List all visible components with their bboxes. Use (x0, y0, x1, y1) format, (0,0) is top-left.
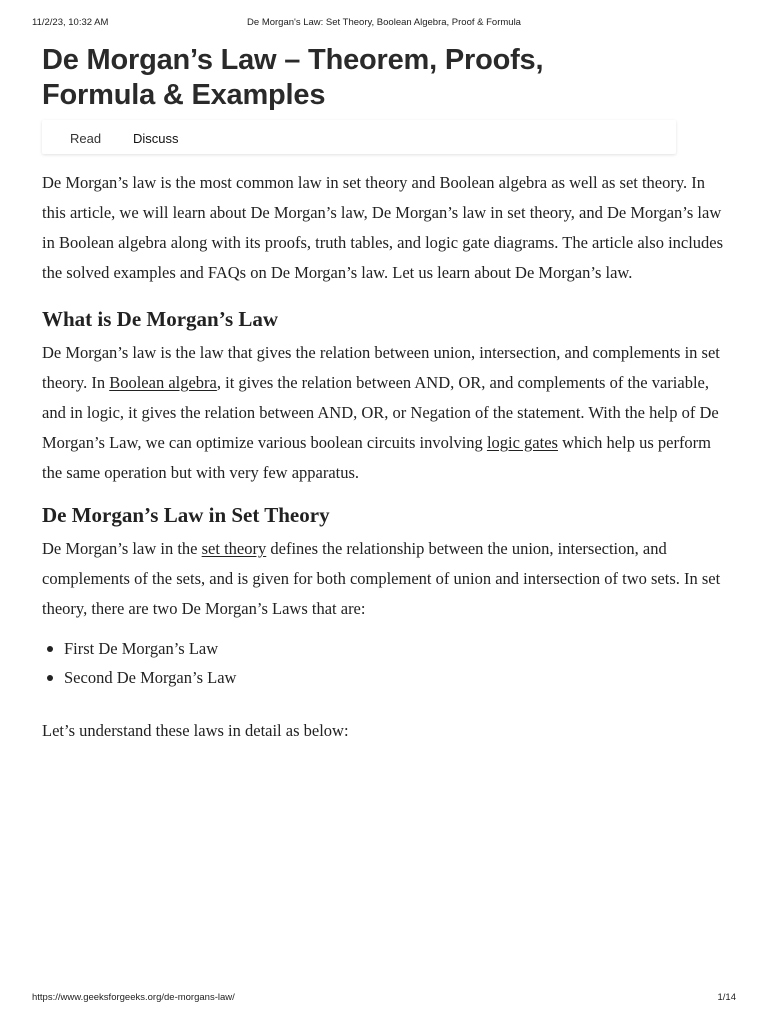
list-item: Second De Morgan’s Law (64, 663, 728, 692)
article-title (42, 43, 682, 113)
intro-paragraph: De Morgan’s law is the most common law in set theory and Boolean algebra as well as set theory. In this article, we will learn about De Morgan’s law, De Morgan’s law in set theory, and De Morgan’s law in Boolean algebra along with its proofs, truth tables, and logic gate diagrams. The article also includes the solved examples and FAQs on De Morgan’s law. Let us learn about De Morgan’s law. (42, 173, 724, 282)
logic-gates-link[interactable]: logic gates (486, 433, 558, 452)
set-theory-text-1: De Morgan’s law in the (42, 539, 202, 558)
article-title-line-1: De Morgan’s Law – Theorem, Proofs, (42, 44, 544, 76)
set-theory-text-2: defines the relationship between the union, intersection, and complements of the sets, and is given for both complement of union and intersection of two sets. In set theory, there are two De Morgan’s Laws that are: (42, 539, 721, 618)
article-body (42, 168, 728, 746)
page-number: 1/14 (717, 992, 736, 1003)
set-theory-link[interactable]: set theory (201, 539, 267, 558)
laws-list (42, 634, 728, 692)
what-is-text-3: which help us perform the same operation but with very few apparatus. (42, 433, 712, 482)
followup-paragraph: Let’s understand these laws in detail as below: (42, 721, 349, 740)
what-is-text-2: , it gives the relation between AND, OR, and complements of the variable, and in logic, it gives the relation between AND, OR, or Negation of the statement. With the help of De Morgan’s Law, we can optimize various boolean circuits involving (42, 373, 719, 452)
heading-set-theory: De Morgan’s Law in Set Theory (42, 503, 330, 527)
print-doc-title: De Morgan's Law: Set Theory, Boolean Algebra, Proof & Formula (247, 17, 521, 28)
print-footer (32, 992, 736, 1006)
print-datetime: 11/2/23, 10:32 AM (32, 17, 109, 28)
what-is-text-1: De Morgan’s law is the law that gives the relation between union, intersection, and complements in set theory. In (42, 343, 720, 392)
set-theory-paragraph (42, 534, 728, 624)
tab-discuss[interactable]: Discuss (133, 131, 179, 146)
heading-what-is: What is De Morgan’s Law (42, 307, 279, 331)
article-title-line-2: Formula & Examples (42, 79, 326, 111)
print-header (32, 17, 736, 31)
tab-bar (42, 120, 676, 154)
list-item: First De Morgan’s Law (64, 634, 728, 663)
tab-read[interactable]: Read (70, 131, 102, 146)
print-url: https://www.geeksforgeeks.org/de-morgans-law/ (32, 992, 235, 1003)
what-is-paragraph (42, 338, 728, 488)
boolean-algebra-link[interactable]: Boolean algebra (109, 373, 217, 392)
